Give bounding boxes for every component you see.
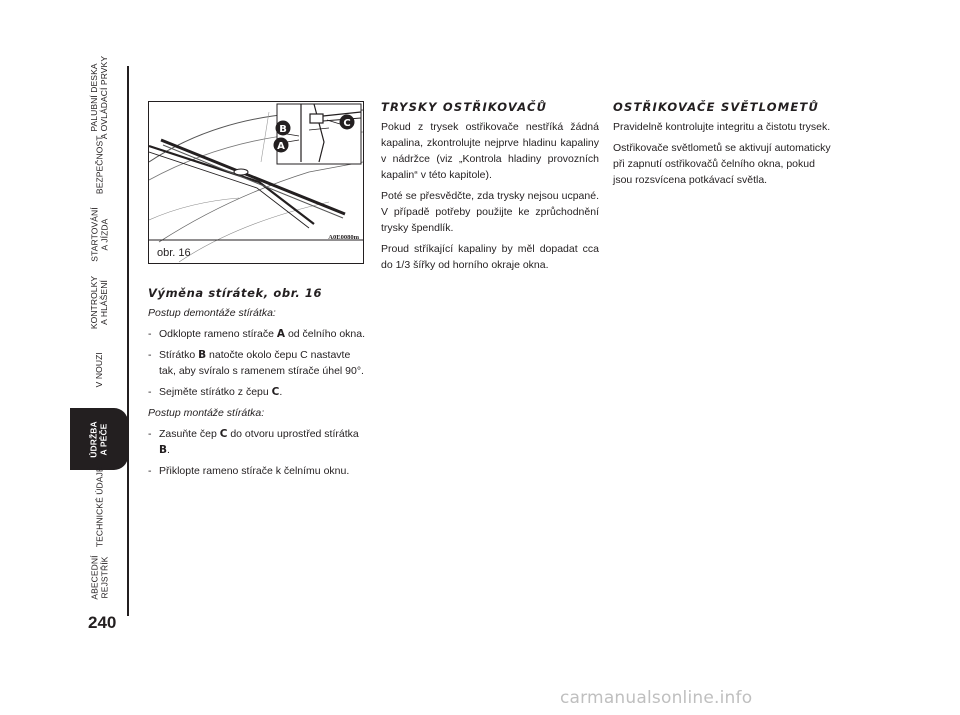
list-item: - Sejměte stírátko z čepu C. [148, 386, 283, 398]
callout-b-label: B [279, 123, 287, 135]
watermark: carmanualsonline.info [560, 688, 753, 708]
tab-label: V NOUZI [94, 352, 105, 388]
list-item: - Zasuňte čep C do otvoru uprostřed stírátka B. [148, 428, 359, 456]
wiper-figure [148, 101, 364, 264]
tab-technical-data[interactable] [70, 466, 130, 548]
tab-maintenance-care[interactable] [70, 408, 128, 470]
list-item: - Stírátko B natočte okolo čepu C nastavte tak, aby svíralo s ramenem stírače úhel 90°. [148, 349, 364, 377]
tab-index[interactable] [70, 546, 130, 608]
tab-label: STARTOVÁNÍ A JÍZDA [89, 206, 109, 262]
tab-warning-lights[interactable] [70, 271, 130, 333]
washer-nozzles-section [381, 99, 599, 278]
chapter-tabs [70, 55, 130, 616]
paragraph: Poté se přesvědčte, zda trysky nejsou ucpané. V případě potřeby použijte ke zprůchodnění trysky špendlík. [381, 190, 599, 234]
list-item: - Odklopte rameno stírače A od čelního okna. [148, 328, 366, 340]
list-item: - Přiklopte rameno stírače k čelnímu oknu. [148, 465, 350, 477]
figure-caption: obr. 16 [157, 247, 191, 259]
paragraph: Proud stříkající kapaliny by měl dopadat cca do 1/3 šířky od horního okraje okna. [381, 243, 599, 271]
callout-c-label: C [343, 117, 351, 129]
wiper-blade-section [148, 285, 366, 484]
tab-label: TECHNICKÉ ÚDAJE [94, 466, 105, 548]
section-heading: OSTŘIKOVAČE SVĚTLOMETŮ [613, 100, 820, 114]
page-number: 240 [88, 613, 117, 632]
callout-b [276, 121, 291, 136]
install-title: Postup montáže stírátka: [148, 407, 265, 419]
section-heading: TRYSKY OSTŘIKOVAČŮ [381, 100, 548, 114]
tab-safety[interactable] [70, 134, 130, 196]
tab-emergency[interactable] [70, 339, 130, 401]
headlight-washers-section [613, 99, 831, 193]
tab-label: ÚDRŽBA A PÉČE [88, 420, 108, 458]
callout-a [274, 138, 289, 153]
paragraph: Pokud z trysek ostřikovače nestříká žádná kapalina, zkontrolujte nejprve hladinu kapaliny v nádržce (viz „Kontrola hladiny provozních kapalin“ v této kapitole). [381, 121, 599, 181]
paragraph: Ostřikovače světlometů se aktivují automaticky při zapnutí ostřikovačů čelního okna, pokud jsou rozsvícena potkávací světla. [613, 142, 831, 186]
tab-starting-driving[interactable] [70, 203, 130, 265]
figure-code: A0E0080m [328, 234, 359, 241]
tab-label: ABECEDNÍ REJSTŘÍK [89, 554, 109, 600]
section-heading: Výměna stírátek, obr. 16 [148, 286, 323, 300]
tab-label: KONTROLKY A HLÁŠENÍ [89, 275, 109, 329]
tab-label: BEZPEČNOST [94, 135, 105, 195]
tab-dashboard-controls[interactable] [70, 55, 130, 139]
callout-a-label: A [277, 140, 285, 152]
paragraph: Pravidelně kontrolujte integritu a čistotu trysek. [613, 121, 831, 133]
callout-c [340, 115, 355, 130]
tab-label: PALUBNÍ DESKA A OVLÁDACÍ PRVKY [89, 55, 110, 139]
removal-title: Postup demontáže stírátka: [148, 307, 276, 319]
